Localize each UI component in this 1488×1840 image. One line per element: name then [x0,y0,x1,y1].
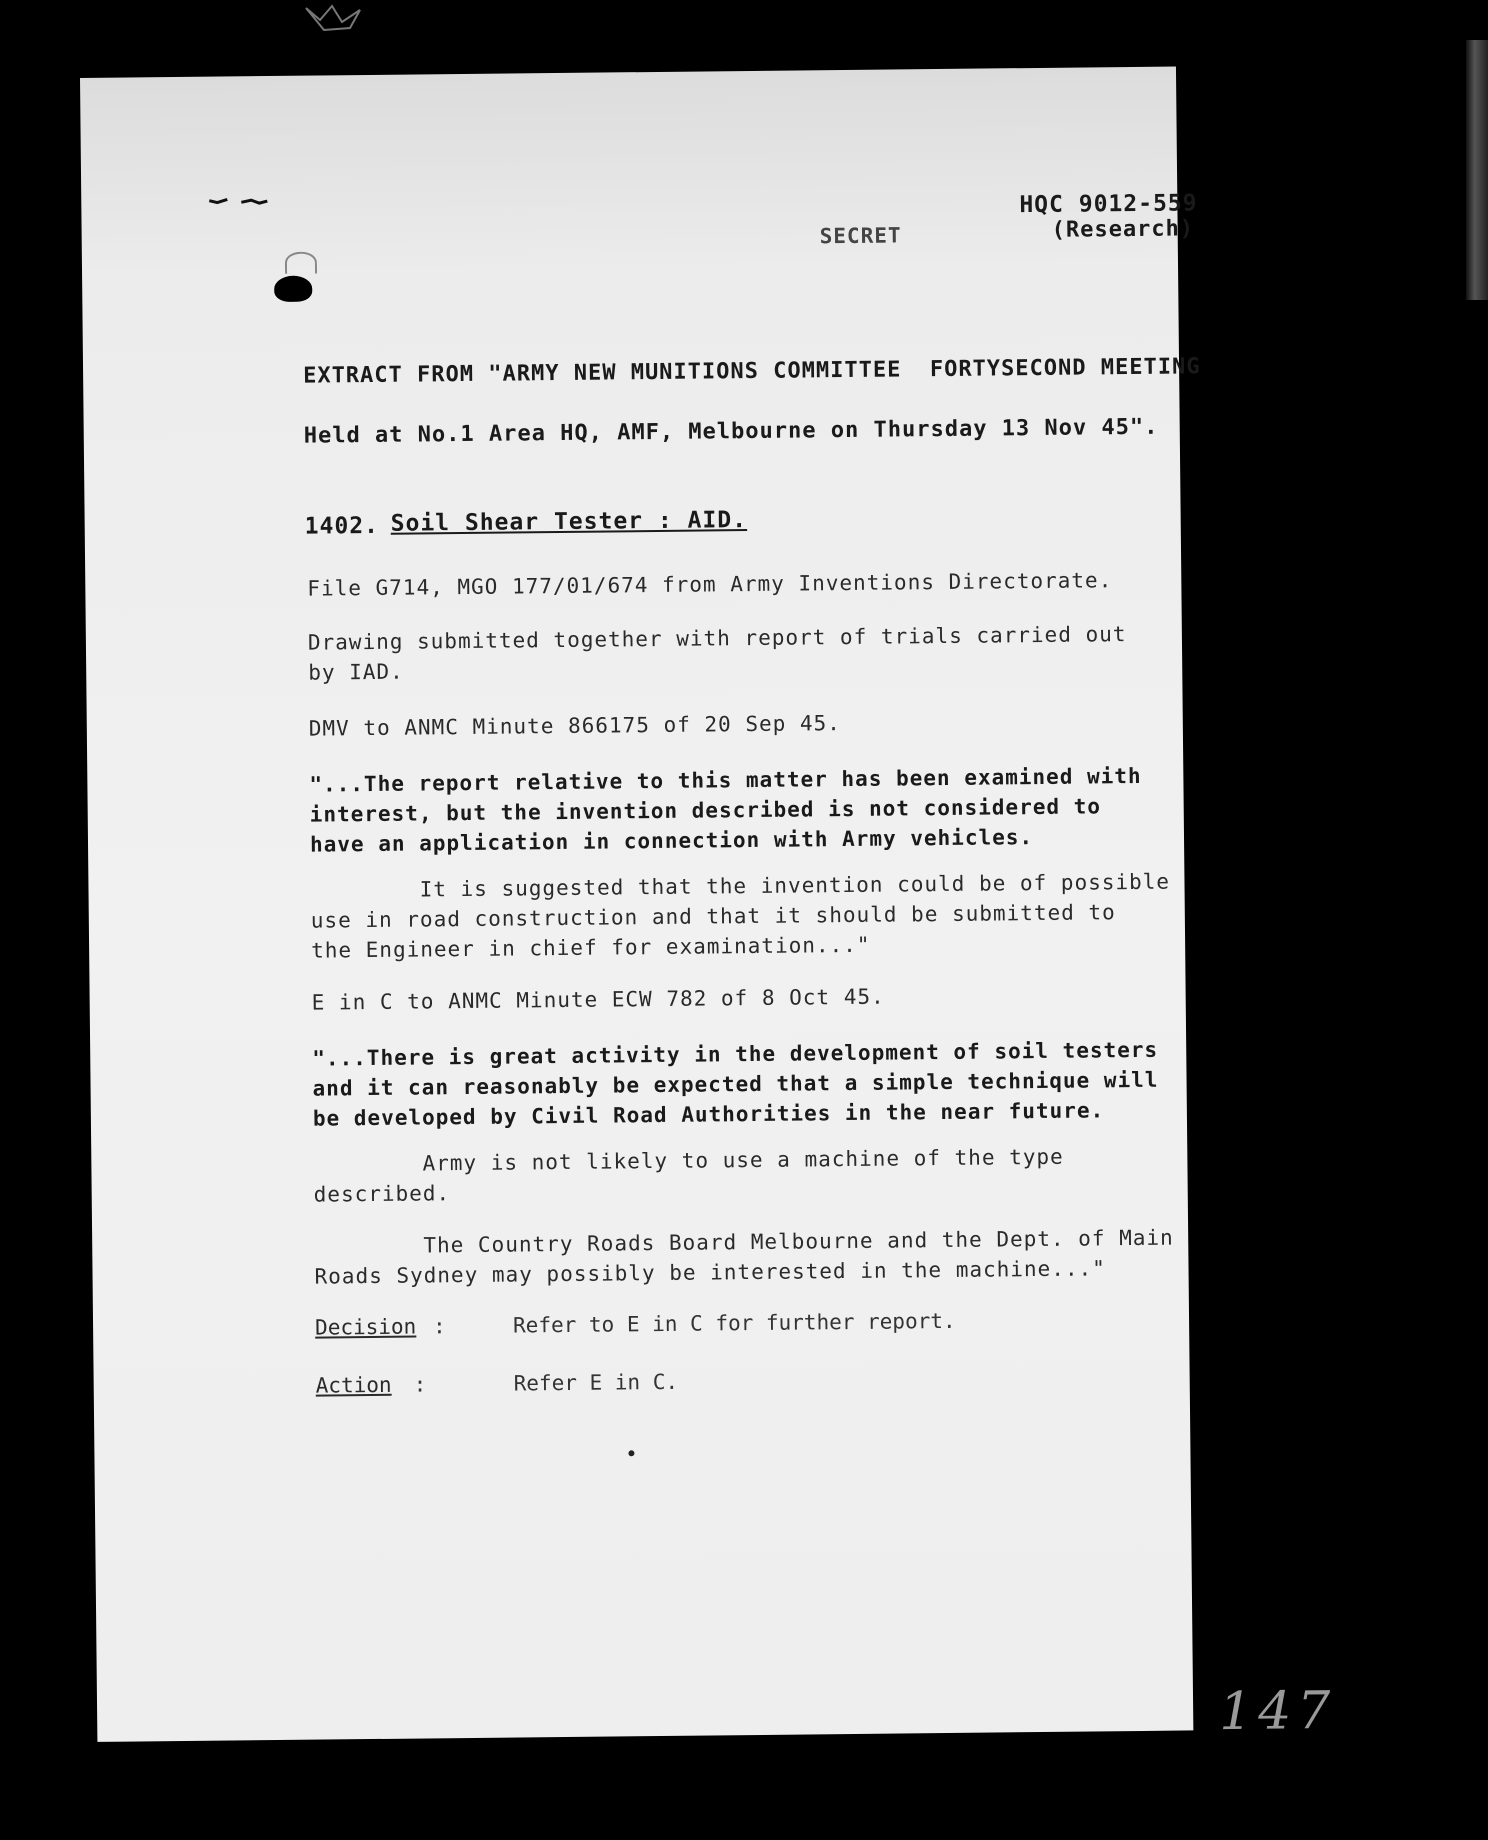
decision-value: Refer to E in C for further report. [512,1308,956,1338]
punch-hole-outline [285,252,317,274]
action-value: Refer E in C. [513,1369,679,1396]
einc-quote-paragraph-3: The Country Roads Board Melbourne and the Dept. of Main Roads Sydney may possibly be interested in the machine..." [314,1225,1174,1289]
stamp-mark-icon [302,0,366,34]
document-title-line-1: EXTRACT FROM "ARMY NEW MUNITIONS COMMITTEE FORTYSECOND MEETING [303,354,1201,389]
decision-label: Decision [314,1314,417,1340]
document-page [80,67,1337,1743]
reference-sub: (Research) [1051,216,1195,243]
einc-quote-paragraph-2: Army is not likely to use a machine of the type described. [313,1144,1064,1207]
pen-mark-icon [207,196,277,207]
item-number: 1402. [304,512,380,540]
dmv-quote-paragraph-2: It is suggested that the invention could be of possible use in road construction and that it should be submitted to the Engineer in chief for examination..." [310,869,1171,963]
action-label: Action [315,1372,392,1398]
einc-quote-paragraph-1: "...There is great activity in the development of soil testers and it can reasonably be expected that a simple technique will be developed by Civil Road Authorities in the near future. [312,1037,1159,1131]
file-reference: File G714, MGO 177/01/674 from Army Inventions Directorate. [307,568,1113,601]
document-title-line-2: Held at No.1 Area HQ, AMF, Melbourne on Thursday 13 Nov 45". [303,414,1159,449]
folio-number: 147 [1218,1680,1337,1743]
reference-number: HQC 9012-559 [1019,190,1198,219]
scan-edge [1466,40,1488,300]
action-colon: : [413,1372,427,1397]
decision-colon: : [432,1314,446,1339]
ink-dot [628,1450,634,1456]
punch-hole [274,276,312,302]
drawing-paragraph: Drawing submitted together with report of trials carried out by IAD. [307,622,1127,685]
classification-label: SECRET [819,223,902,249]
dmv-minute-heading: DMV to ANMC Minute 866175 of 20 Sep 45. [308,711,842,741]
item-title: Soil Shear Tester : AID. [390,507,748,537]
einc-minute-heading: E in C to ANMC Minute ECW 782 of 8 Oct 45. [311,984,885,1015]
dmv-quote-paragraph-1: "...The report relative to this matter has been examined with interest, but the invention described is not considered to have an application in connection with Army vehicles. [309,763,1142,857]
